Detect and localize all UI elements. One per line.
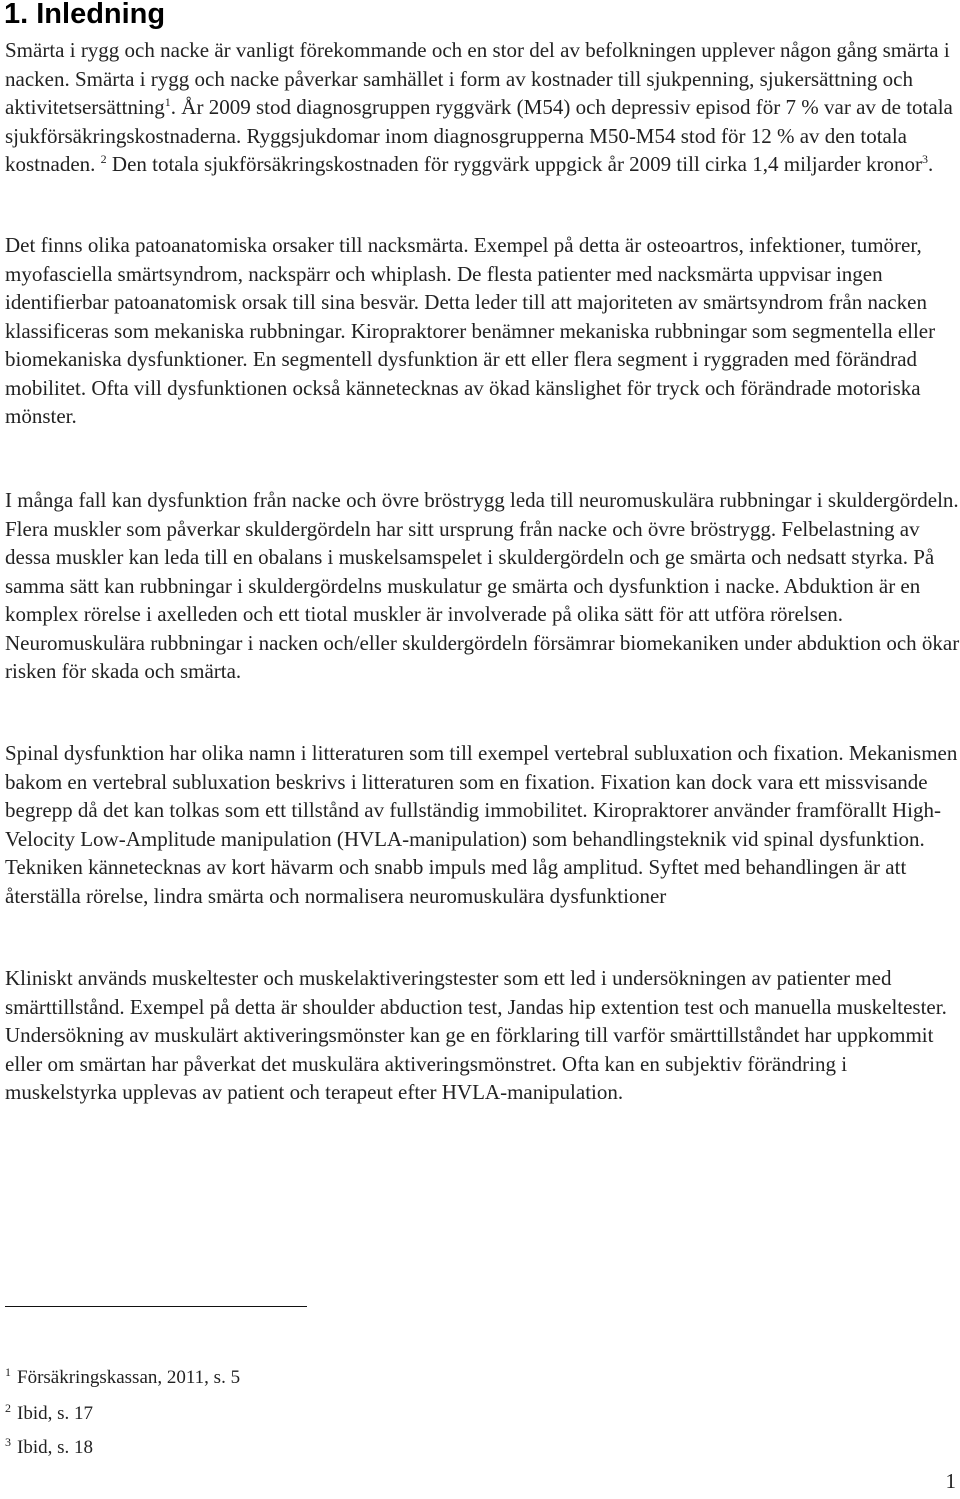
paragraph-1-text-a: Smärta i rygg och nacke är vanligt förekommande och en stor del av befolkningen upplever någon gång smärta i nacken. Smärta i rygg och nacke påverkar samhället i form av kostnader till sjukpenning, sjukersättning och aktivitetsersättning	[5, 38, 950, 119]
footnote-separator	[5, 1306, 307, 1307]
footnote-ref-2[interactable]: 2	[100, 152, 107, 166]
footnote-3	[5, 1436, 93, 1460]
footnote-3-number: 3	[5, 1434, 11, 1449]
paragraph-1-text-b: . År 2009 stod diagnosgruppen ryggvärk (M54) och depressiv episod för 7 % var av de totala sjukförsäkringskostnaderna. Ryggsjukdomar inom diagnosgrupperna M50-M54 stod för 12 % av den totala kostnaden.	[5, 95, 953, 176]
footnote-1	[5, 1366, 240, 1390]
footnote-ref-3[interactable]: 3	[921, 152, 928, 166]
footnote-2-number: 2	[5, 1400, 11, 1415]
footnote-2	[5, 1402, 93, 1426]
footnote-1-number: 1	[5, 1364, 11, 1379]
paragraph-3-text: I många fall kan dysfunktion från nacke och övre bröstrygg leda till neuromuskulära rubbningar i skuldergördeln. Flera muskler som påverkar skuldergördeln har sitt ursprung från nacke och övre bröstrygg. Felbelastning av dessa muskler kan leda till en obalans i muskelsamspelet i skuldergördeln och ge smärta och nedsatt styrka. På samma sätt kan rubbningar i skuldergördelns muskulatur ge smärta och dysfunktion i nacke. Abduktion är en komplex rörelse i axelleden och ett tiotal muskler är involverade på olika sätt för att utföra rörelsen. Neuromuskulära rubbningar i nacken och/eller skuldergördeln försämrar biomekaniken under abduktion och ökar risken för skada och smärta.	[5, 488, 960, 683]
paragraph-2	[5, 231, 960, 431]
footnote-ref-1[interactable]: 1	[164, 95, 171, 109]
paragraph-1-text-c: Den totala sjukförsäkringskostnaden för ryggvärk uppgick år 2009 till cirka 1,4 miljarder kronor	[106, 152, 922, 176]
paragraph-1-text-d: .	[927, 152, 934, 176]
paragraph-2-text: Det finns olika patoanatomiska orsaker till nacksmärta. Exempel på detta är osteoartros, infektioner, tumörer, myofasciella smärtsyndrom, nackspärr och whiplash. De flesta patienter med nacksmärta uppvisar ingen identifierbar patoanatomisk orsak till sina besvär. Detta leder till att majoriteten av smärtsyndrom från nacken klassificeras som mekaniska rubbningar. Kiropraktorer benämner mekaniska rubbningar som segmentella eller biomekaniska dysfunktioner. En segmentell dysfunktion är ett eller flera segment i ryggraden med förändrad mobilitet. Ofta vill dysfunktionen också kännetecknas av ökad känslighet för tryck och förändrade motoriska mönster.	[5, 233, 936, 428]
section-heading: 1. Inledning	[4, 0, 166, 30]
page-number: 1	[945, 1469, 956, 1493]
paragraph-1	[5, 36, 960, 179]
footnote-1-text: Försäkringskassan, 2011, s. 5	[17, 1367, 241, 1388]
paragraph-5	[5, 964, 960, 1107]
paragraph-5-text: Kliniskt används muskeltester och muskelaktiveringstester som ett led i undersökningen av patienter med smärttillstånd. Exempel på detta är shoulder abduction test, Jandas hip extention test och manuella muskeltester. Undersökning av muskulärt aktiveringsmönster kan ge en förklaring till varför smärttillståndet har uppkommit eller om smärtan har påverkat det muskulära aktiveringsmönstret. Ofta kan en subjektiv förändring i muskelstyrka upplevas av patient och terapeut efter HVLA-manipulation.	[5, 966, 947, 1104]
footnote-3-text: Ibid, s. 18	[17, 1437, 93, 1458]
paragraph-4	[5, 739, 960, 910]
paragraph-3	[5, 486, 960, 686]
footnote-2-text: Ibid, s. 17	[17, 1403, 93, 1424]
paragraph-4-text: Spinal dysfunktion har olika namn i litteraturen som till exempel vertebral subluxation och fixation. Mekanismen bakom en vertebral subluxation beskrivs i litteraturen som en fixation. Fixation kan dock vara ett missvisande begrepp då det kan tolkas som ett tillstånd av fullständig immobilitet. Kiropraktorer använder framförallt High-Velocity Low-Amplitude manipulation (HVLA-manipulation) som behandlingsteknik vid spinal dysfunktion. Tekniken kännetecknas av kort hävarm och snabb impuls med låg amplitud. Syftet med behandlingen är att återställa rörelse, lindra smärta och normalisera neuromuskulära dysfunktioner	[5, 741, 958, 908]
